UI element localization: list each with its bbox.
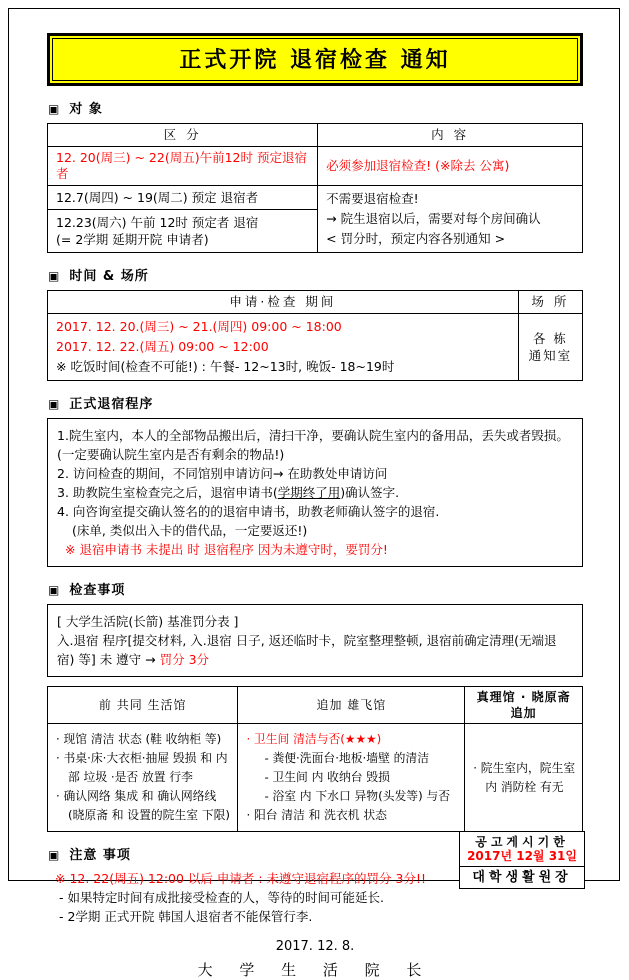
table-header-row [48, 687, 583, 724]
stamp-deadline-date: 2017년 12월 31일 [467, 849, 577, 863]
column-header: 真理馆 · 晓原斋 追加 [465, 687, 583, 724]
note-item: - 2学期 正式开院 韩国人退宿者不能保管行李. [59, 909, 313, 924]
section-heading-label: 注意 事项 [69, 848, 131, 863]
merged-line: < 罚分时，预定内容各别通知 > [326, 231, 506, 246]
page-title: 正式开院 退宿检查 通知 [52, 38, 578, 81]
cell-period: 12.7(周四) ~ 19(周二) 预定 退宿者 [48, 186, 318, 210]
section-marker-icon: ▣ [48, 583, 61, 597]
merged-line: → 院生退宿以后，需要对每个房间确认 [326, 211, 541, 226]
cell-line: 12.23(周六) 午前 12时 预定者 退宿 [56, 215, 259, 231]
check-item: · 确认网络 集成 和 确认网络线 (晓原斋 和 设置的院生室 下限) [56, 789, 231, 822]
section-heading-label: 对 象 [69, 102, 103, 117]
procedure-step: 2. 访问检查的期间，不同馆别申请访问→ 在助教处申请访问 [57, 466, 388, 481]
place-line: 各 栋 [532, 331, 568, 346]
check-item: · 卫生间 清洁与否(★★★) [246, 732, 382, 746]
note-warning: ※ 12. 22(周五) 12:00 以后 申请者 : 未遵守退宿程序的罚分 3分!! [55, 871, 427, 886]
title-banner [47, 33, 583, 86]
cell-schedule [48, 314, 519, 381]
column-header: 前 共同 生活馆 [48, 687, 238, 724]
cell-xiongfei-hall [238, 724, 465, 832]
section-heading-target [48, 98, 583, 117]
check-item: · 院生室内，院生室内 消防栓 有无 [473, 760, 576, 794]
table-row [48, 147, 583, 186]
cell-line: (= 2学期 延期开院 申请者) [56, 232, 209, 248]
table-header-row [48, 291, 583, 314]
procedure-box [47, 418, 583, 567]
column-header: 追加 雄飞馆 [238, 687, 465, 724]
procedure-warning: ※ 退宿申请书 未提出 时 退宿程序 因为未遵守时，要罚分! [65, 542, 388, 557]
section-marker-icon: ▣ [48, 397, 61, 411]
schedule-note: ※ 吃饭时间(检查不可能!) : 午餐- 12~13时, 晚饭- 18~19时 [56, 359, 395, 374]
time-place-table [47, 290, 583, 381]
section-heading-label: 检查事项 [69, 583, 126, 598]
column-header: 内 容 [318, 124, 583, 147]
table-header-row [48, 124, 583, 147]
check-subitem: - 浴室 内 下水口 异物(头发等) 与否 [264, 789, 451, 803]
check-item: · 阳台 清洁 和 洗衣机 状态 [246, 808, 387, 822]
cell-truth-hall [465, 724, 583, 832]
section-heading-label: 正式退宿程序 [69, 397, 154, 412]
schedule-line: 2017. 12. 20.(周三) ~ 21.(周四) 09:00 ~ 18:00 [56, 319, 342, 334]
table-row [48, 186, 583, 210]
cell-period: 12. 20(周三) ~ 22(周五)午前12时 预定退宿者 [48, 147, 318, 186]
merged-line: 不需要退宿检查! [326, 191, 419, 206]
underlined-text: 学期终了用 [277, 485, 341, 500]
procedure-step: 1.院生室内，本人的全部物品搬出后，清扫干净，要确认院生室内的备用品，丢失或者毁损。 [57, 428, 569, 443]
penalty-box [47, 604, 583, 677]
table-row [48, 314, 583, 381]
section-heading-time-place [48, 265, 583, 284]
section-marker-icon: ▣ [48, 848, 61, 862]
check-subitem: - 粪便·洗面台·地板·墙壁 的清洁 [264, 751, 430, 765]
penalty-box-title: [ 大学生活院(长箭) 基准罚分表 ] [57, 614, 239, 629]
check-item: · 书桌·床·大衣柜·抽屉 毁损 和 内部 垃圾 ·是否 放置 行李 [56, 751, 228, 784]
section-heading-procedure [48, 393, 583, 412]
penalty-points: 罚分 3分 [159, 652, 210, 667]
stamp-label: 공고게시기한 [475, 835, 569, 849]
notice-period-stamp [459, 831, 585, 889]
stamp-upper [460, 832, 584, 867]
cell-place [518, 314, 582, 381]
column-header: 场 所 [518, 291, 582, 314]
procedure-note: (一定要确认院生室内是否有剩余的物品!) [57, 447, 285, 462]
section-marker-icon: ▣ [48, 102, 61, 116]
inspection-detail-table [47, 686, 583, 832]
cell-content: 必须参加退宿检查! (※除去 公寓) [318, 147, 583, 186]
procedure-step: 4. 向咨询室提交确认签名的的退宿申请书，助教老师确认签字的退宿. [57, 504, 440, 519]
section-marker-icon: ▣ [48, 269, 61, 283]
table-row [48, 724, 583, 832]
cell-content-merged [318, 186, 583, 253]
column-header: 申请·检查 期间 [48, 291, 519, 314]
stamp-issuer: 대학생활원장 [472, 870, 572, 885]
penalty-box-body: 入.退宿 程序[提交材料, 入.退宿 日子, 返还临时卡，院室整理整顿, 退宿前确定清理(无端退宿) 等] 未 遵守 → 罚分 3分 [57, 633, 557, 667]
note-item: - 如果特定时间有成批接受检查的人，等待的时间可能延长. [59, 890, 384, 905]
schedule-line: 2017. 12. 22.(周五) 09:00 ~ 12:00 [56, 339, 269, 354]
check-subitem: - 卫生间 内 收纳台 毁损 [264, 770, 390, 784]
cell-period [48, 210, 318, 253]
place-line: 通知室 [528, 348, 573, 363]
procedure-step: 3. 助教院生室检查完之后，退宿申请书(学期终了用)确认签字. [57, 485, 400, 500]
cell-common-hall [48, 724, 238, 832]
target-table [47, 123, 583, 253]
signer-title: 大 学 生 活 院 长 [197, 961, 433, 979]
procedure-note: (床单, 类似出入卡的借代品，一定要返还!) [72, 523, 308, 538]
section-heading-label: 时间 & 场所 [69, 269, 149, 284]
check-item: · 现馆 清洁 状态 (鞋 收纳柜 等) [56, 732, 222, 746]
document-date: 2017. 12. 8. [275, 939, 355, 954]
section-heading-inspection [48, 579, 583, 598]
column-header: 区 分 [48, 124, 318, 147]
